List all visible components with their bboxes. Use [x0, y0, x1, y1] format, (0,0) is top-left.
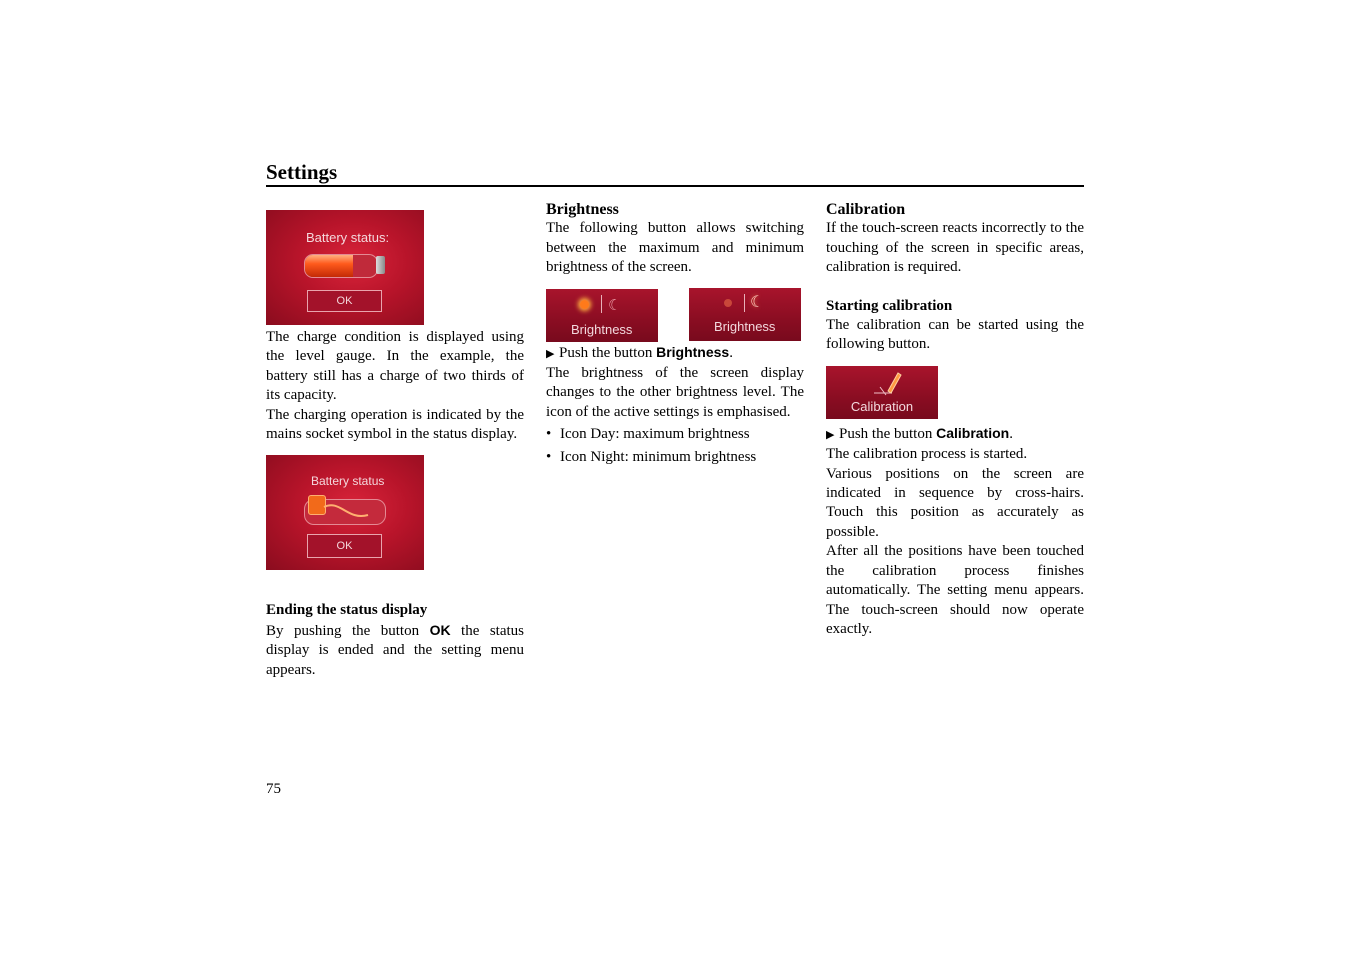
text: Push the button — [559, 344, 657, 361]
charging-status-screenshot — [266, 455, 424, 570]
battery-cap-icon — [376, 256, 385, 274]
brightness-day-label: Brightness — [571, 322, 633, 338]
text: . — [1009, 425, 1013, 442]
title-rule — [266, 185, 1084, 187]
instruction — [546, 343, 804, 364]
arrow-icon: ▶ — [826, 428, 835, 441]
paragraph: The brightness of the screen display changes to the other brightness level. The icon of the active settings is emphasised. — [546, 365, 804, 420]
list-item-text: Icon Day: maximum brightness — [560, 426, 750, 443]
section-heading: Brightness — [546, 201, 619, 218]
divider-icon — [601, 295, 602, 313]
paragraph: The charging operation is indicated by the mains socket symbol in the status display. — [266, 406, 524, 443]
sun-icon — [724, 299, 732, 307]
column-calibration — [826, 199, 1084, 639]
column-brightness — [546, 199, 804, 467]
list-item — [546, 448, 804, 467]
battery-status-title: Battery status: — [306, 230, 390, 245]
battery-gauge-fill — [305, 255, 353, 277]
brightness-night-label: Brightness — [714, 319, 776, 335]
cable-icon — [322, 497, 372, 527]
instruction — [826, 424, 1084, 445]
paragraph: If the touch-screen reacts incorrectly to the touching of the screen in specific areas, calibration is required. — [826, 220, 1084, 276]
sub-heading: Starting calibration — [826, 297, 953, 314]
button-reference: OK — [429, 621, 451, 638]
text: the status display is ended and the setting menu appears. — [266, 622, 524, 678]
page-number: 75 — [266, 781, 281, 797]
brightness-night-button[interactable] — [689, 288, 801, 341]
charging-status-title: Battery status — [311, 474, 385, 489]
calibration-button[interactable] — [826, 366, 938, 419]
paragraph — [266, 621, 524, 680]
arrow-icon: ▶ — [546, 347, 555, 360]
bullet-icon: • — [546, 448, 552, 465]
section-heading: Ending the status display — [266, 602, 428, 619]
calibration-label: Calibration — [850, 399, 914, 415]
text: Push the button — [839, 425, 937, 442]
moon-icon: ☾ — [750, 293, 765, 311]
battery-status-screenshot — [266, 210, 424, 325]
section-heading: Calibration — [826, 201, 906, 218]
text: . — [729, 344, 733, 361]
moon-icon: ☾ — [608, 296, 622, 314]
ok-button[interactable]: OK — [307, 290, 382, 312]
text: By pushing the button — [266, 622, 430, 639]
page-title: Settings — [266, 160, 338, 184]
bullet-icon: • — [546, 426, 552, 443]
brightness-day-button[interactable] — [546, 289, 658, 342]
list-item-text: Icon Night: minimum brightness — [560, 448, 757, 465]
ok-button[interactable]: OK — [307, 534, 382, 558]
sun-icon — [580, 300, 589, 309]
button-reference: Brightness — [656, 343, 730, 360]
brightness-buttons-row — [546, 289, 804, 343]
divider-icon — [744, 294, 745, 312]
paragraph: The calibration can be started using the following button. — [826, 317, 1084, 353]
paragraph: The charge condition is displayed using the level gauge. In the example, the battery still has a charge of two thirds of its capacity. — [266, 329, 524, 404]
battery-gauge — [304, 254, 378, 278]
paragraph: After all the positions have been touched the calibration process finishes automatically. The setting menu appears. The touch-screen should now operate exactly. — [826, 543, 1084, 637]
button-reference: Calibration — [936, 424, 1010, 441]
paragraph: Various positions on the screen are indicated in sequence by cross-hairs. Touch this position as accurately as possible. — [826, 465, 1084, 540]
paragraph: The calibration process is started. — [826, 446, 1028, 463]
paragraph: The following button allows switching between the maximum and minimum brightness of the screen. — [546, 220, 804, 276]
column-battery — [266, 199, 524, 680]
list-item — [546, 425, 804, 444]
stylus-icon — [866, 369, 906, 399]
